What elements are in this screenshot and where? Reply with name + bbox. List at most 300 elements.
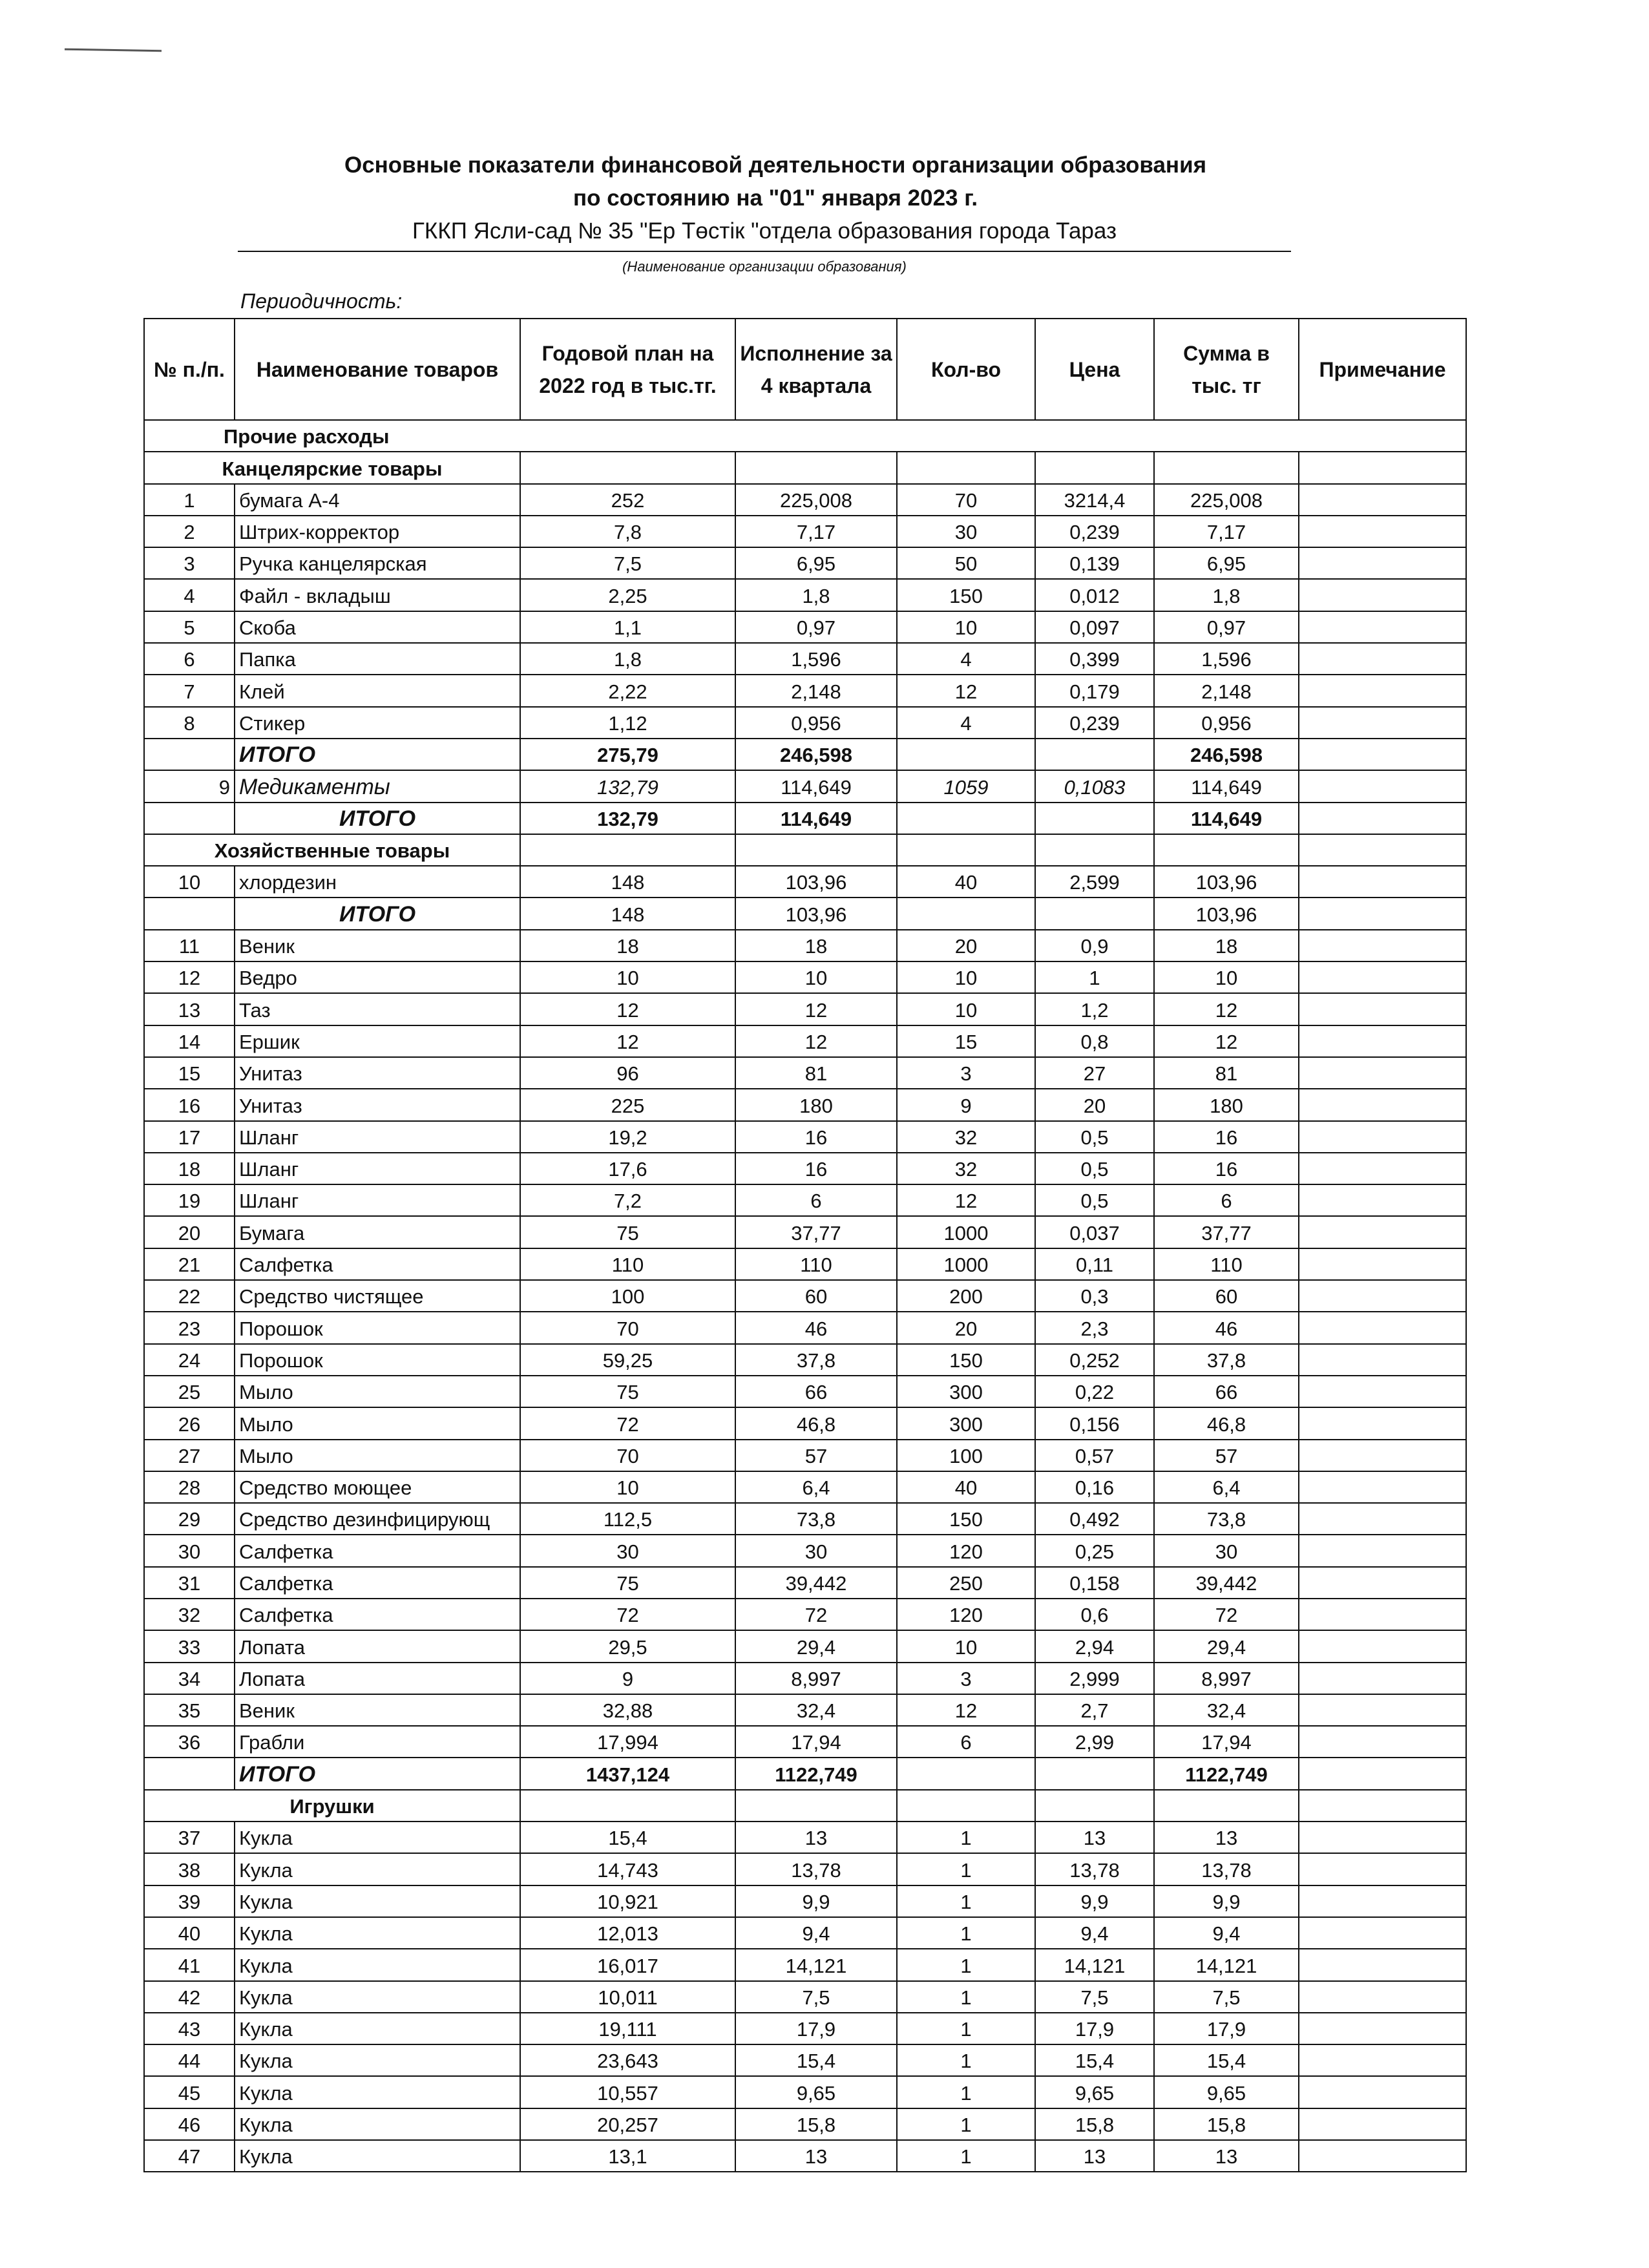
table-row	[144, 1949, 1466, 1980]
row-number: 14	[144, 1025, 235, 1057]
cell-sum: 12	[1154, 1025, 1299, 1057]
cell-sum: 8,997	[1154, 1663, 1299, 1694]
row-number: 47	[144, 2140, 235, 2172]
cell-sum: 72	[1154, 1599, 1299, 1630]
row-number: 40	[144, 1917, 235, 1949]
cell-price: 17,9	[1035, 2013, 1154, 2044]
row-number: 10	[144, 866, 235, 898]
table-row	[144, 2044, 1466, 2076]
cell-qty: 100	[897, 1440, 1035, 1471]
cell-note	[1299, 1216, 1466, 1248]
cell-note	[1299, 803, 1466, 834]
item-name: Веник	[235, 930, 520, 961]
cell-price: 0,8	[1035, 1025, 1154, 1057]
item-name: Веник	[235, 1694, 520, 1726]
cell-price: 3214,4	[1035, 484, 1154, 516]
item-name: Штрих-корректор	[235, 516, 520, 547]
cell-note	[1299, 1503, 1466, 1535]
cell-qty: 1	[897, 1885, 1035, 1917]
cell-price: 15,4	[1035, 2044, 1154, 2076]
cell-sum: 73,8	[1154, 1503, 1299, 1535]
cell-qty: 1	[897, 1981, 1035, 2013]
empty-cell	[735, 452, 897, 483]
table-row	[144, 1376, 1466, 1407]
item-name: Мыло	[235, 1440, 520, 1471]
item-name: Средство моющее	[235, 1471, 520, 1503]
row-number: 27	[144, 1440, 235, 1471]
row-number: 34	[144, 1663, 235, 1694]
cell-qty: 1	[897, 1917, 1035, 1949]
cell-exec: 46	[735, 1312, 897, 1343]
cell-exec: 13	[735, 1822, 897, 1853]
item-name: Средство дезинфицирующ	[235, 1503, 520, 1535]
row-number: 26	[144, 1407, 235, 1439]
cell-exec: 15,4	[735, 2044, 897, 2076]
row-number: 3	[144, 547, 235, 579]
table-row	[144, 611, 1466, 643]
cell-note	[1299, 1376, 1466, 1407]
cell-price: 27	[1035, 1057, 1154, 1089]
table-row	[144, 1344, 1466, 1376]
cell-plan: 148	[520, 866, 735, 898]
cell-exec: 6,4	[735, 1471, 897, 1503]
item-name: Кукла	[235, 2140, 520, 2172]
table-row	[144, 579, 1466, 611]
cell-qty: 1	[897, 2140, 1035, 2172]
row-number: 19	[144, 1184, 235, 1216]
item-name: Лопата	[235, 1630, 520, 1662]
cell-exec: 12	[735, 993, 897, 1025]
cell-note	[1299, 1726, 1466, 1758]
item-name: Порошок	[235, 1344, 520, 1376]
item-name: Кукла	[235, 1949, 520, 1980]
cell-qty: 1	[897, 2013, 1035, 2044]
table-row	[144, 961, 1466, 993]
row-number: 11	[144, 930, 235, 961]
cell-exec: 7,5	[735, 1981, 897, 2013]
row-number: 22	[144, 1280, 235, 1312]
cell-qty: 1000	[897, 1216, 1035, 1248]
cell-qty: 300	[897, 1407, 1035, 1439]
cell-sum: 17,94	[1154, 1726, 1299, 1758]
cell-price: 2,599	[1035, 866, 1154, 898]
row-number: 7	[144, 675, 235, 706]
cell-exec: 6,95	[735, 547, 897, 579]
cell-qty: 30	[897, 516, 1035, 547]
document-date: по состоянию на "01" января 2023 г.	[572, 185, 978, 211]
cell-note	[1299, 579, 1466, 611]
row-number: 30	[144, 1535, 235, 1566]
cell-exec: 1,596	[735, 643, 897, 675]
financial-table	[143, 318, 1467, 2172]
cell-price: 0,252	[1035, 1344, 1154, 1376]
cell-exec: 14,121	[735, 1949, 897, 1980]
empty-cell	[520, 1790, 735, 1822]
item-name: Клей	[235, 675, 520, 706]
row-number: 39	[144, 1885, 235, 1917]
table-row	[144, 930, 1466, 961]
empty-cell	[897, 834, 1035, 866]
table-row	[144, 1663, 1466, 1694]
row-number: 20	[144, 1216, 235, 1248]
cell-price: 0,097	[1035, 611, 1154, 643]
cell-plan: 10	[520, 1471, 735, 1503]
cell-exec: 17,9	[735, 2013, 897, 2044]
table-row	[144, 1184, 1466, 1216]
empty-cell	[1035, 739, 1154, 770]
cell-exec: 18	[735, 930, 897, 961]
section-office-row	[144, 452, 1466, 483]
cell-note	[1299, 1567, 1466, 1599]
cell-price: 13	[1035, 2140, 1154, 2172]
cell-exec: 180	[735, 1089, 897, 1120]
cell-plan: 10,557	[520, 2076, 735, 2108]
cell-qty: 1	[897, 1949, 1035, 1980]
table-row	[144, 993, 1466, 1025]
col-header-note: Примечание	[1299, 319, 1466, 420]
cell-note	[1299, 1025, 1466, 1057]
cell-qty: 32	[897, 1121, 1035, 1153]
item-name: Кукла	[235, 2044, 520, 2076]
table-row	[144, 1025, 1466, 1057]
total-row	[144, 803, 1466, 834]
cell-qty: 10	[897, 993, 1035, 1025]
cell-note	[1299, 2044, 1466, 2076]
cell-sum: 60	[1154, 1280, 1299, 1312]
item-name: Папка	[235, 643, 520, 675]
cell-exec: 0,956	[735, 707, 897, 739]
row-number: 4	[144, 579, 235, 611]
cell-sum: 225,008	[1154, 484, 1299, 516]
cell-plan: 12	[520, 993, 735, 1025]
cell-plan: 12	[520, 1025, 735, 1057]
table-row	[144, 1248, 1466, 1280]
organization-caption: (Наименование организации образования)	[622, 258, 907, 275]
cell-sum: 14,121	[1154, 1949, 1299, 1980]
cell-qty: 9	[897, 1089, 1035, 1120]
cell-plan: 2,25	[520, 579, 735, 611]
table-row	[144, 643, 1466, 675]
item-name: Кукла	[235, 2013, 520, 2044]
cell-price: 0,9	[1035, 930, 1154, 961]
item-name: Бумага	[235, 1216, 520, 1248]
cell-price: 0,25	[1035, 1535, 1154, 1566]
empty-cell	[144, 1758, 235, 1789]
cell-qty: 6	[897, 1726, 1035, 1758]
cell-note	[1299, 2108, 1466, 2140]
item-name: Грабли	[235, 1726, 520, 1758]
cell-price: 9,65	[1035, 2076, 1154, 2108]
cell-exec: 2,148	[735, 675, 897, 706]
total-exec: 114,649	[735, 803, 897, 834]
cell-price: 14,121	[1035, 1949, 1154, 1980]
cell-note	[1299, 1663, 1466, 1694]
cell-plan: 112,5	[520, 1503, 735, 1535]
cell-note	[1299, 1853, 1466, 1885]
cell-sum: 17,9	[1154, 2013, 1299, 2044]
cell-sum: 0,97	[1154, 611, 1299, 643]
cell-note	[1299, 1917, 1466, 1949]
document-title: Основные показатели финансовой деятельности организации образования	[344, 152, 1207, 178]
cell-sum: 66	[1154, 1376, 1299, 1407]
cell-price: 0,57	[1035, 1440, 1154, 1471]
cell-sum: 13	[1154, 2140, 1299, 2172]
cell-sum: 13	[1154, 1822, 1299, 1853]
cell-note	[1299, 1599, 1466, 1630]
cell-plan: 132,79	[520, 770, 735, 802]
cell-note	[1299, 707, 1466, 739]
cell-note	[1299, 1694, 1466, 1726]
item-name: Салфетка	[235, 1535, 520, 1566]
cell-sum: 2,148	[1154, 675, 1299, 706]
cell-sum: 13,78	[1154, 1853, 1299, 1885]
cell-note	[1299, 611, 1466, 643]
cell-plan: 12,013	[520, 1917, 735, 1949]
cell-plan: 75	[520, 1567, 735, 1599]
cell-exec: 16	[735, 1153, 897, 1184]
total-sum: 114,649	[1154, 803, 1299, 834]
total-exec: 246,598	[735, 739, 897, 770]
cell-qty: 1	[897, 2108, 1035, 2140]
item-name: Стикер	[235, 707, 520, 739]
table-body	[144, 319, 1466, 2172]
item-name: Мыло	[235, 1376, 520, 1407]
cell-plan: 17,994	[520, 1726, 735, 1758]
row-number: 46	[144, 2108, 235, 2140]
cell-exec: 110	[735, 1248, 897, 1280]
section-toys-row	[144, 1790, 1466, 1822]
cell-note	[1299, 739, 1466, 770]
table-row	[144, 1407, 1466, 1439]
empty-cell	[1154, 452, 1299, 483]
cell-plan: 7,2	[520, 1184, 735, 1216]
cell-sum: 32,4	[1154, 1694, 1299, 1726]
cell-plan: 10,921	[520, 1885, 735, 1917]
cell-exec: 9,9	[735, 1885, 897, 1917]
cell-note	[1299, 547, 1466, 579]
total-label: ИТОГО	[235, 803, 520, 834]
cell-price: 2,7	[1035, 1694, 1154, 1726]
item-name: Ершик	[235, 1025, 520, 1057]
section-household-row	[144, 834, 1466, 866]
empty-cell	[1154, 1790, 1299, 1822]
table-row	[144, 675, 1466, 706]
cell-plan: 7,5	[520, 547, 735, 579]
cell-price: 1	[1035, 961, 1154, 993]
cell-price: 0,5	[1035, 1153, 1154, 1184]
total-exec: 103,96	[735, 898, 897, 929]
col-header-name: Наименование товаров	[235, 319, 520, 420]
cell-note	[1299, 2140, 1466, 2172]
item-name: Унитаз	[235, 1057, 520, 1089]
item-name: Лопата	[235, 1663, 520, 1694]
cell-plan: 70	[520, 1440, 735, 1471]
cell-note	[1299, 675, 1466, 706]
cell-exec: 114,649	[735, 770, 897, 802]
table-row	[144, 2076, 1466, 2108]
empty-cell	[735, 834, 897, 866]
cell-exec: 0,97	[735, 611, 897, 643]
table-row	[144, 1471, 1466, 1503]
section-other-label: Прочие расходы	[144, 420, 1466, 452]
cell-price: 9,9	[1035, 1885, 1154, 1917]
table-row	[144, 2140, 1466, 2172]
empty-cell	[520, 834, 735, 866]
section-office-label: Канцелярские товары	[144, 452, 520, 483]
cell-exec: 39,442	[735, 1567, 897, 1599]
row-number: 15	[144, 1057, 235, 1089]
cell-qty: 120	[897, 1535, 1035, 1566]
cell-sum: 12	[1154, 993, 1299, 1025]
cell-exec: 30	[735, 1535, 897, 1566]
cell-price: 0,399	[1035, 643, 1154, 675]
cell-note	[1299, 1471, 1466, 1503]
empty-cell	[1299, 1790, 1466, 1822]
table-row	[144, 547, 1466, 579]
cell-plan: 1,1	[520, 611, 735, 643]
row-number: 17	[144, 1121, 235, 1153]
cell-plan: 10	[520, 961, 735, 993]
row-number: 29	[144, 1503, 235, 1535]
cell-plan: 23,643	[520, 2044, 735, 2076]
cell-qty: 10	[897, 611, 1035, 643]
item-name: Салфетка	[235, 1567, 520, 1599]
cell-exec: 1,8	[735, 579, 897, 611]
medicine-row	[144, 770, 1466, 802]
cell-price: 0,492	[1035, 1503, 1154, 1535]
cell-note	[1299, 993, 1466, 1025]
empty-cell	[144, 739, 235, 770]
cell-sum: 103,96	[1154, 866, 1299, 898]
cell-sum: 7,5	[1154, 1981, 1299, 2013]
total-exec: 1122,749	[735, 1758, 897, 1789]
cell-qty: 150	[897, 579, 1035, 611]
item-name: Медикаменты	[235, 770, 520, 802]
cell-sum: 0,956	[1154, 707, 1299, 739]
table-row	[144, 707, 1466, 739]
empty-cell	[897, 739, 1035, 770]
cell-note	[1299, 1280, 1466, 1312]
cell-exec: 29,4	[735, 1630, 897, 1662]
empty-cell	[1035, 803, 1154, 834]
row-number: 25	[144, 1376, 235, 1407]
cell-price: 2,3	[1035, 1312, 1154, 1343]
cell-plan: 75	[520, 1376, 735, 1407]
empty-cell	[897, 803, 1035, 834]
cell-exec: 12	[735, 1025, 897, 1057]
cell-plan: 16,017	[520, 1949, 735, 1980]
cell-sum: 30	[1154, 1535, 1299, 1566]
cell-sum: 9,4	[1154, 1917, 1299, 1949]
cell-plan: 110	[520, 1248, 735, 1280]
table-row	[144, 1822, 1466, 1853]
row-number: 36	[144, 1726, 235, 1758]
cell-plan: 9	[520, 1663, 735, 1694]
row-number: 18	[144, 1153, 235, 1184]
table-row	[144, 1280, 1466, 1312]
cell-sum: 9,9	[1154, 1885, 1299, 1917]
cell-plan: 19,111	[520, 2013, 735, 2044]
table-row	[144, 1853, 1466, 1885]
cell-plan: 18	[520, 930, 735, 961]
cell-price: 0,3	[1035, 1280, 1154, 1312]
col-header-price: Цена	[1035, 319, 1154, 420]
item-name: бумага А-4	[235, 484, 520, 516]
item-name: Кукла	[235, 1981, 520, 2013]
empty-cell	[1299, 452, 1466, 483]
cell-note	[1299, 1440, 1466, 1471]
cell-sum: 18	[1154, 930, 1299, 961]
cell-note	[1299, 1885, 1466, 1917]
organization-underline	[238, 251, 1291, 252]
cell-sum: 15,4	[1154, 2044, 1299, 2076]
cell-plan: 252	[520, 484, 735, 516]
item-name: Шланг	[235, 1184, 520, 1216]
total-row	[144, 1758, 1466, 1789]
cell-exec: 46,8	[735, 1407, 897, 1439]
empty-cell	[1299, 834, 1466, 866]
total-label: ИТОГО	[235, 739, 520, 770]
table-row	[144, 1089, 1466, 1120]
cell-sum: 10	[1154, 961, 1299, 993]
row-number: 9	[144, 770, 235, 802]
section-toys-label: Игрушки	[144, 1790, 520, 1822]
row-number: 16	[144, 1089, 235, 1120]
cell-exec: 81	[735, 1057, 897, 1089]
row-number: 32	[144, 1599, 235, 1630]
empty-cell	[144, 803, 235, 834]
cell-exec: 10	[735, 961, 897, 993]
cell-sum: 6,4	[1154, 1471, 1299, 1503]
item-name: Салфетка	[235, 1248, 520, 1280]
table-row	[144, 1312, 1466, 1343]
item-name: Скоба	[235, 611, 520, 643]
cell-note	[1299, 1344, 1466, 1376]
table-row	[144, 1917, 1466, 1949]
cell-exec: 15,8	[735, 2108, 897, 2140]
cell-qty: 10	[897, 1630, 1035, 1662]
total-plan: 148	[520, 898, 735, 929]
row-number: 5	[144, 611, 235, 643]
row-number: 45	[144, 2076, 235, 2108]
cell-sum: 110	[1154, 1248, 1299, 1280]
col-header-num: № п./п.	[144, 319, 235, 420]
empty-cell	[897, 1758, 1035, 1789]
cell-qty: 4	[897, 643, 1035, 675]
empty-cell	[1035, 452, 1154, 483]
cell-price: 2,94	[1035, 1630, 1154, 1662]
total-plan: 1437,124	[520, 1758, 735, 1789]
cell-note	[1299, 1057, 1466, 1089]
cell-note	[1299, 2013, 1466, 2044]
item-name: хлордезин	[235, 866, 520, 898]
table-row	[144, 1694, 1466, 1726]
cell-price: 1,2	[1035, 993, 1154, 1025]
cell-price: 7,5	[1035, 1981, 1154, 2013]
cell-qty: 12	[897, 1694, 1035, 1726]
item-name: Кукла	[235, 1853, 520, 1885]
cell-price: 0,1083	[1035, 770, 1154, 802]
item-name: Кукла	[235, 2108, 520, 2140]
cell-qty: 10	[897, 961, 1035, 993]
cell-note	[1299, 2076, 1466, 2108]
table-row	[144, 1503, 1466, 1535]
cell-exec: 7,17	[735, 516, 897, 547]
cell-exec: 72	[735, 1599, 897, 1630]
cell-price: 0,239	[1035, 516, 1154, 547]
cell-price: 2,999	[1035, 1663, 1154, 1694]
cell-exec: 66	[735, 1376, 897, 1407]
